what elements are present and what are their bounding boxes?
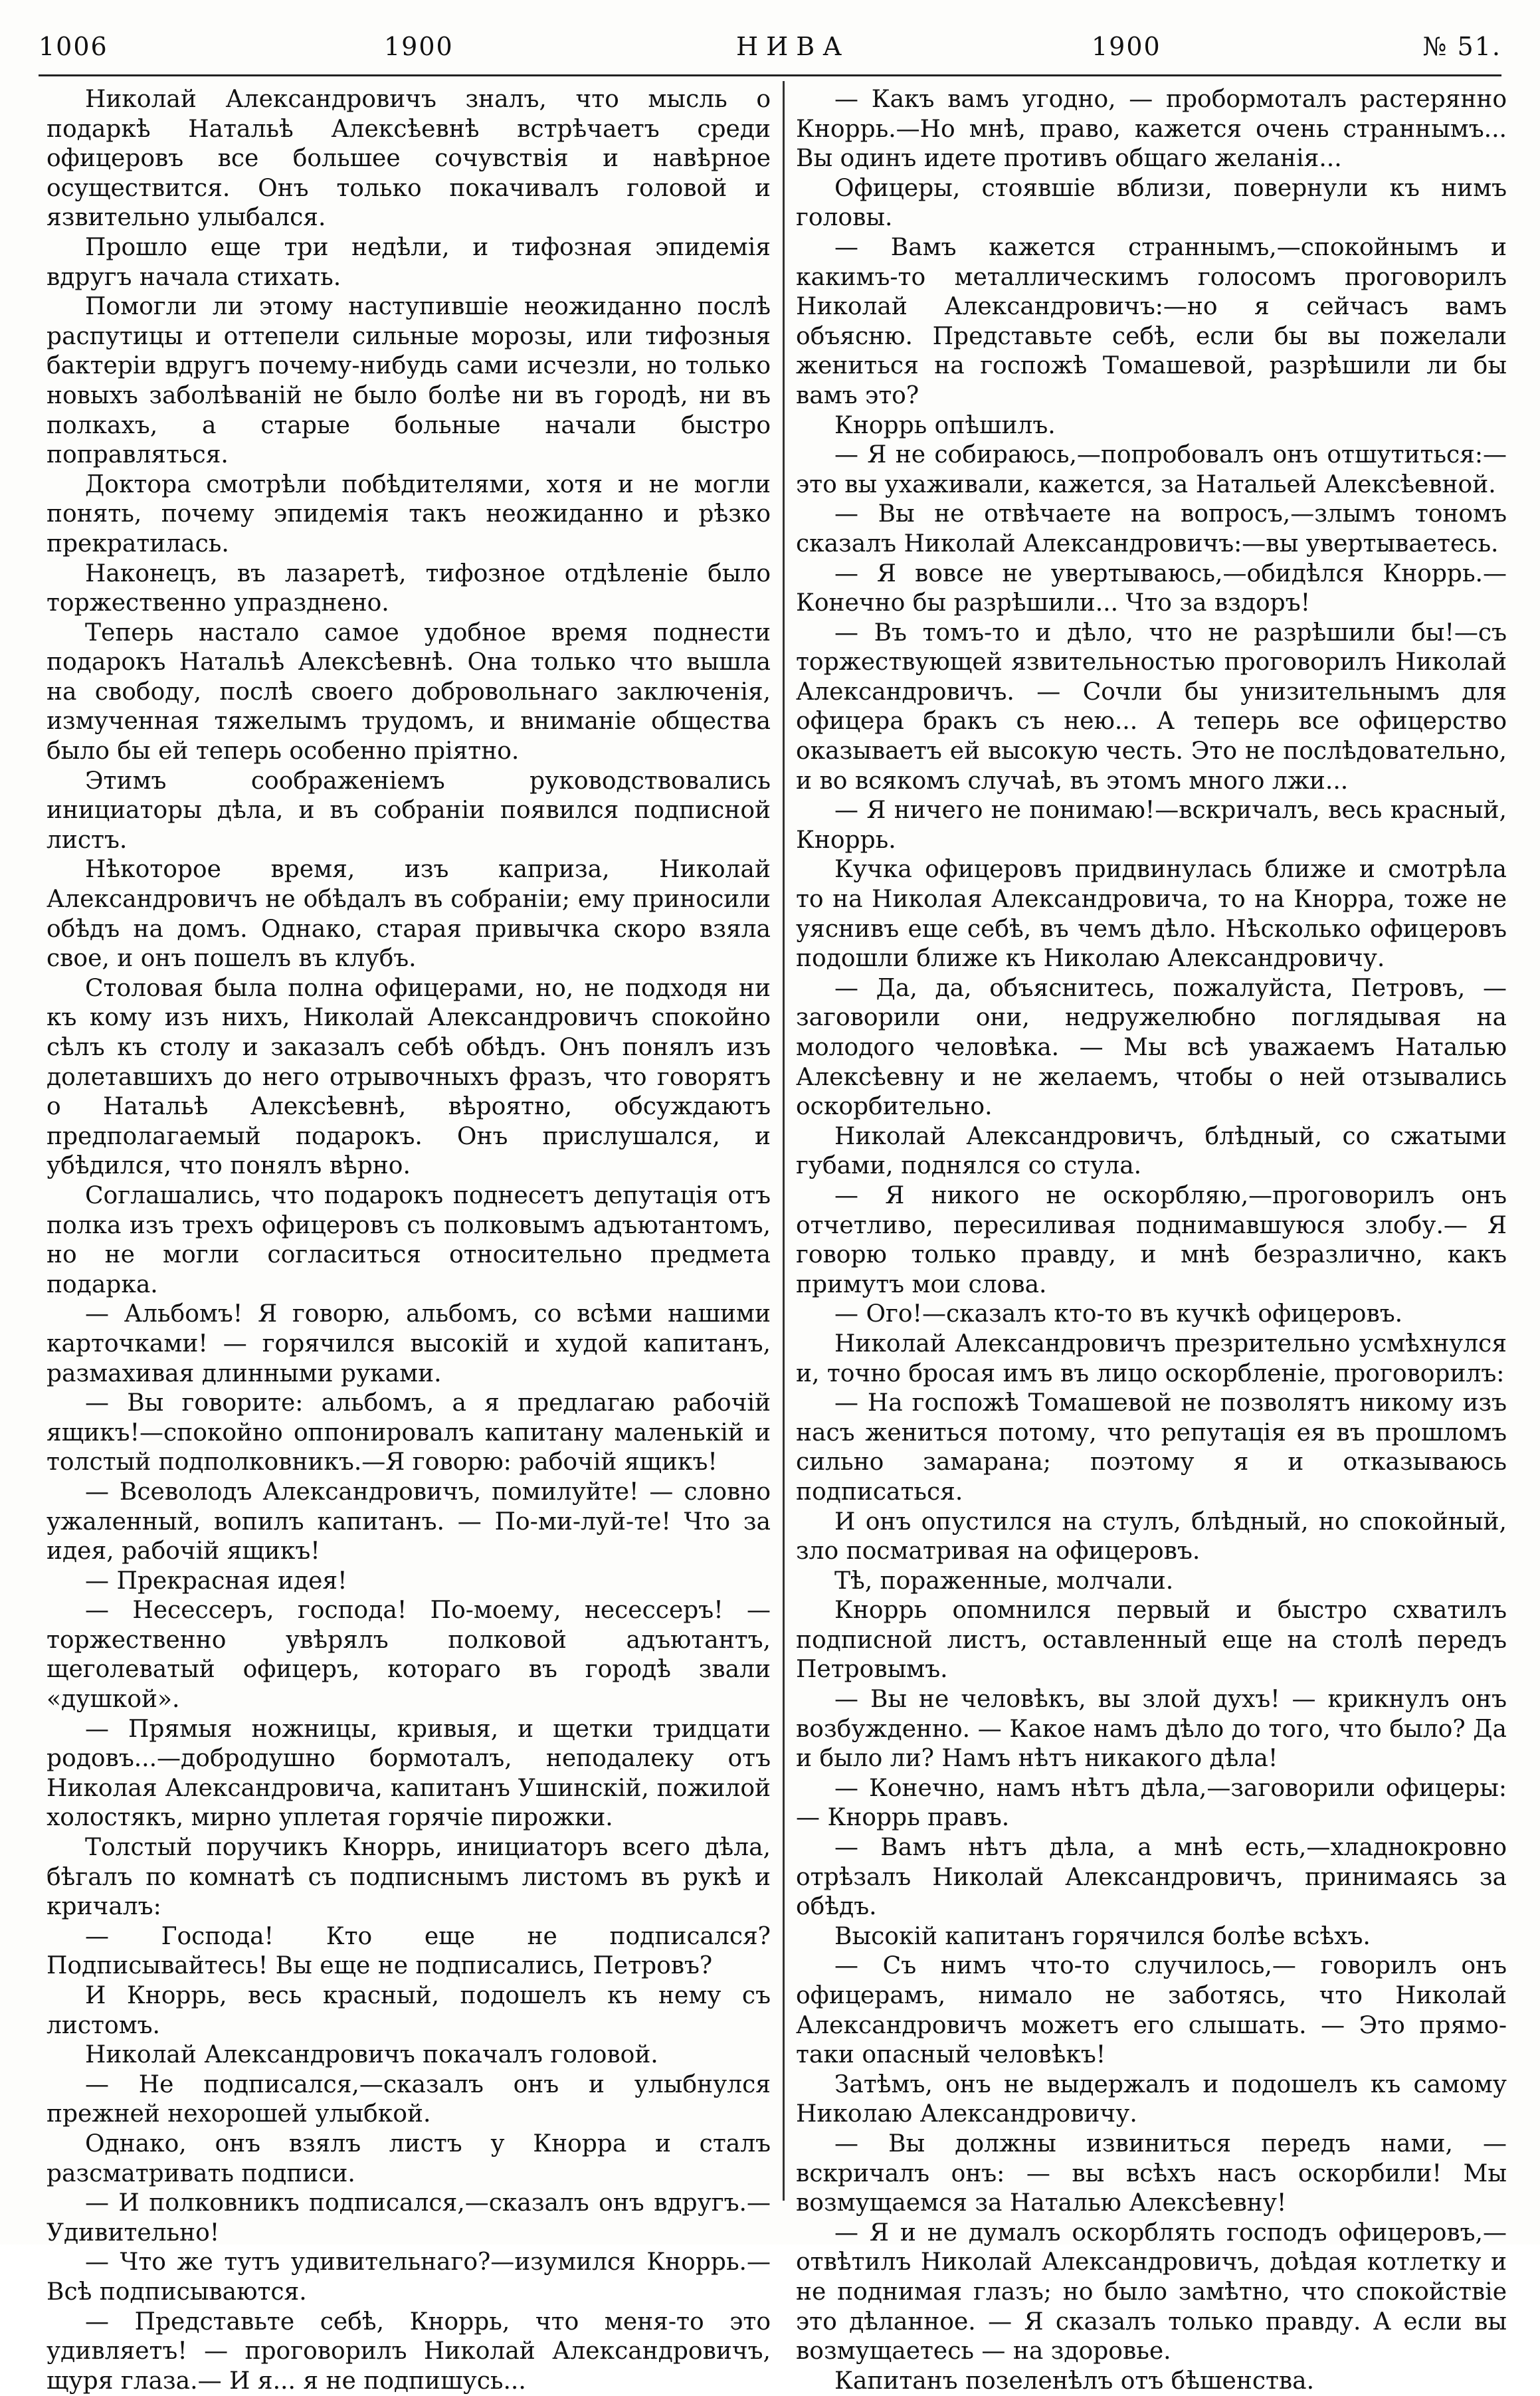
- header-year-left: 1900: [384, 32, 454, 61]
- paragraph: Теперь настало самое удобное время поднести подарокъ Натальѣ Алексѣевнѣ. Она только что вышла на свободу, послѣ своего добровольнаго заключенія, измученная тяжелымъ трудомъ, и вниманіе общества было бы ей теперь особенно пріятно.: [47, 619, 771, 765]
- paragraph: Прошло еще три недѣли, и тифозная эпидемія вдругъ начала стихать.: [47, 233, 771, 291]
- paragraph: — Вы не человѣкъ, вы злой духъ! — крикнулъ онъ возбужденно. — Какое намъ дѣло до того, что было? Да и было ли? Намъ нѣтъ никакого дѣла!: [796, 1686, 1507, 1773]
- paragraph: — Несессеръ, господа! По-моему, несессеръ! — торжественно увѣрялъ полковой адъютантъ, щеголеватый офицеръ, котораго въ городѣ звали «душкой».: [47, 1597, 771, 1714]
- paragraph: Этимъ соображеніемъ руководствовались инициаторы дѣла, и въ собраніи появился подписной листъ.: [47, 767, 771, 854]
- paragraph: Толстый поручикъ Кноррь, инициаторъ всего дѣла, бѣгалъ по комнатѣ съ подписнымъ листомъ въ рукѣ и кричалъ:: [47, 1834, 771, 1921]
- paragraph: — Вы говорите: альбомъ, а я предлагаю рабочій ящикъ!—спокойно оппонировалъ капитану маленькій и толстый подполковникъ.—Я говорю: рабочій ящикъ!: [47, 1389, 771, 1476]
- paragraph: — Всеволодъ Александровичъ, помилуйте! — словно ужаленный, вопилъ капитанъ. — По-ми-луй-те! Что за идея, рабочій ящикъ!: [47, 1478, 771, 1565]
- page-number: 1006: [39, 32, 108, 61]
- paragraph: — Я не собираюсь,—попробовалъ онъ отшутиться:— это вы ухаживали, кажется, за Натальей Алексѣевной.: [796, 441, 1507, 498]
- paragraph: Кноррь опѣшилъ.: [834, 411, 1056, 439]
- paragraph: Кучка офицеровъ придвинулась ближе и смотрѣла то на Николая Александровича, то на Кнорра, тоже не уяснивъ еще себѣ, въ чемъ дѣло. Нѣсколько офицеровъ подошли ближе къ Николаю Александровичу.: [796, 856, 1507, 973]
- paragraph: — Прямыя ножницы, кривыя, и щетки тридцати родовъ...—добродушно бормоталъ, неподалеку отъ Николая Александровича, капитанъ Ушинскій, пожилой холостякъ, мирно уплетая горячіе пирожки.: [47, 1715, 771, 1832]
- paragraph: Нѣкоторое время, изъ каприза, Николай Александровичъ не обѣдалъ въ собраніи; ему приносили обѣдъ на домъ. Однако, старая привычка скоро взяла свое, и онъ пошелъ въ клубъ.: [47, 856, 771, 973]
- paragraph: — Ого!—сказалъ кто-то въ кучкѣ офицеровъ.: [834, 1300, 1403, 1328]
- paragraph: Затѣмъ, онъ не выдержалъ и подошелъ къ самому Николаю Александровичу.: [796, 2070, 1507, 2128]
- paragraph: Наконецъ, въ лазаретѣ, тифозное отдѣленіе было торжественно упразднено.: [47, 559, 771, 617]
- journal-title: НИВА: [736, 32, 850, 61]
- header-rule: [39, 74, 1501, 76]
- right-column: [796, 85, 1507, 2395]
- paragraph: Соглашались, что подарокъ поднесетъ депутація отъ полка изъ трехъ офицеровъ съ полковымъ адъютантомъ, но не могли согласиться относительно предмета подарка.: [47, 1181, 771, 1298]
- paragraph: Офицеры, стоявшіе вблизи, повернули къ нимъ головы.: [796, 174, 1507, 232]
- paragraph: — Какъ вамъ угодно, — пробормоталъ растерянно Кноррь.—Но мнѣ, право, кажется очень страннымъ... Вы одинъ идете противъ общаго желанія...: [796, 86, 1507, 173]
- paragraph: — Да, да, объяснитесь, пожалуйста, Петровъ, — заговорили они, недружелюбно поглядывая на молодого человѣка. — Мы всѣ уважаемъ Наталью Алексѣевну и не желаемъ, чтобы о ней отзывались оскорбительно.: [796, 974, 1507, 1121]
- paragraph: — Вы не отвѣчаете на вопросъ,—злымъ тономъ сказалъ Николай Александровичъ:—вы увертываетесь.: [796, 500, 1507, 557]
- paragraph: — И полковникъ подписался,—сказалъ онъ вдругъ.— Удивительно!: [47, 2189, 771, 2246]
- paragraph: Высокій капитанъ горячился болѣе всѣхъ.: [834, 1922, 1371, 1950]
- paragraph: Николай Александровичъ зналъ, что мысль о подаркѣ Натальѣ Алексѣевнѣ встрѣчаетъ среди офицеровъ все большее сочувствія и навѣрное осуществится. Онъ только покачивалъ головой и язвительно улыбался.: [47, 86, 771, 232]
- paragraph: Николай Александровичъ покачалъ головой.: [85, 2041, 658, 2069]
- paragraph: Николай Александровичъ, блѣдный, со сжатыми губами, поднялся со стула.: [796, 1122, 1507, 1180]
- header-year-right: 1900: [1092, 32, 1161, 61]
- paragraph: — Вы должны извиниться передъ нами, — вскричалъ онъ: — вы всѣхъ насъ оскорбили! Мы возмущаемся за Наталью Алексѣевну!: [796, 2130, 1507, 2217]
- paragraph: И Кноррь, весь красный, подошелъ къ нему съ листомъ.: [47, 1982, 771, 2039]
- paragraph: — Я никого не оскорбляю,—проговорилъ онъ отчетливо, пересиливая поднимавшуюся злобу.— Я говорю только правду, и мнѣ безразлично, какъ примутъ мои слова.: [796, 1181, 1507, 1298]
- paragraph: — Въ томъ-то и дѣло, что не разрѣшили бы!—съ торжествующей язвительностью проговорилъ Николай Александровичъ. — Сочли бы унизительнымъ для офицера бракъ съ нею... А теперь все офицерство оказываетъ ей высокую честь. Это не послѣдовательно, и во всякомъ случаѣ, въ этомъ много лжи...: [796, 619, 1507, 795]
- paragraph: — Не подписался,—сказалъ онъ и улыбнулся прежней нехорошей улыбкой.: [47, 2070, 771, 2128]
- left-column: [47, 85, 771, 2395]
- paragraph: Капитанъ позеленѣлъ отъ бѣшенства.: [834, 2367, 1315, 2395]
- issue-number: № 51.: [1422, 32, 1501, 61]
- page-header: [39, 32, 1501, 78]
- paragraph: Николай Александровичъ презрительно усмѣхнулся и, точно бросая имъ въ лицо оскорбленіе, проговорилъ:: [796, 1330, 1507, 1387]
- paragraph: Помогли ли этому наступившіе неожиданно послѣ распутицы и оттепели сильные морозы, или тифозныя бактеріи вдругъ почему-нибудь сами исчезли, но только новыхъ заболѣваній не было болѣе ни въ городѣ, ни въ полкахъ, а старые больные начали быстро поправляться.: [47, 293, 771, 469]
- paragraph: — Я и не думалъ оскорблять господъ офицеровъ,— отвѣтилъ Николай Александровичъ, доѣдая котлетку и не поднимая глазъ; но было замѣтно, что спокойствіе это дѣланное. — Я сказалъ только правду. А если вы возмущаетесь — на здоровье.: [796, 2219, 1507, 2365]
- paragraph: — На госпожѣ Томашевой не позволятъ никому изъ насъ жениться потому, что репутація ея въ прошломъ сильно замарана; поэтому я и отказываюсь подписаться.: [796, 1389, 1507, 1506]
- paragraph: — Вамъ нѣтъ дѣла, а мнѣ есть,—хладнокровно отрѣзалъ Николай Александровичъ, принимаясь за обѣдъ.: [796, 1834, 1507, 1921]
- paragraph: — Представьте себѣ, Кноррь, что меня-то это удивляетъ! — проговорилъ Николай Александровичъ, щуря глаза.— И я... я не подпишусь...: [47, 2308, 771, 2395]
- paragraph: — Что же тутъ удивительнаго?—изумился Кноррь.— Всѣ подписываются.: [47, 2248, 771, 2306]
- paragraph: — Я вовсе не увертываюсь,—обидѣлся Кноррь.—Конечно бы разрѣшили... Что за вздоръ!: [796, 559, 1507, 617]
- paragraph: Тѣ, пораженные, молчали.: [834, 1567, 1174, 1595]
- paragraph: — Вамъ кажется страннымъ,—спокойнымъ и какимъ-то металлическимъ голосомъ проговорилъ Николай Александровичъ:—но я сейчасъ вамъ объясню. Представьте себѣ, если бы вы пожелали жениться на госпожѣ Томашевой, разрѣшили ли бы вамъ это?: [796, 233, 1507, 409]
- paragraph: — Альбомъ! Я говорю, альбомъ, со всѣми нашими карточками! — горячился высокій и худой капитанъ, размахивая длинными руками.: [47, 1300, 771, 1387]
- paragraph: — Съ нимъ что-то случилось,— говорилъ онъ офицерамъ, нимало не заботясь, что Николай Александровичъ можетъ его слышать. — Это прямо-таки опасный человѣкъ!: [796, 1952, 1507, 2069]
- paragraph: Кноррь опомнился первый и быстро схватилъ подписной листъ, оставленный еще на столѣ передъ Петровымъ.: [796, 1597, 1507, 1684]
- paragraph: — Господа! Кто еще не подписался? Подписывайтесь! Вы еще не подписались, Петровъ?: [47, 1922, 771, 1980]
- paragraph: — Конечно, намъ нѣтъ дѣла,—заговорили офицеры:— Кноррь правъ.: [796, 1774, 1507, 1832]
- paragraph: Доктора смотрѣли побѣдителями, хотя и не могли понять, почему эпидемія такъ неожиданно и рѣзко прекратилась.: [47, 470, 771, 557]
- paragraph: — Я ничего не понимаю!—вскричалъ, весь красный, Кноррь.: [796, 797, 1507, 854]
- column-divider: [783, 81, 785, 2201]
- paragraph: И онъ опустился на стулъ, блѣдный, но спокойный, зло посматривая на офицеровъ.: [796, 1508, 1507, 1565]
- paragraph: Столовая была полна офицерами, но, не подходя ни къ кому изъ нихъ, Николай Александровичъ спокойно сѣлъ къ столу и заказалъ себѣ обѣдъ. Онъ понялъ изъ долетавшихъ до него отрывочныхъ фразъ, что говорятъ о Натальѣ Алексѣевнѣ, вѣроятно, обсуждаютъ предполагаемый подарокъ. Онъ прислушался, и убѣдился, что понялъ вѣрно.: [47, 974, 771, 1180]
- paragraph: — Прекрасная идея!: [85, 1567, 347, 1595]
- paragraph: Однако, онъ взялъ листъ у Кнорра и сталъ разсматривать подписи.: [47, 2130, 771, 2187]
